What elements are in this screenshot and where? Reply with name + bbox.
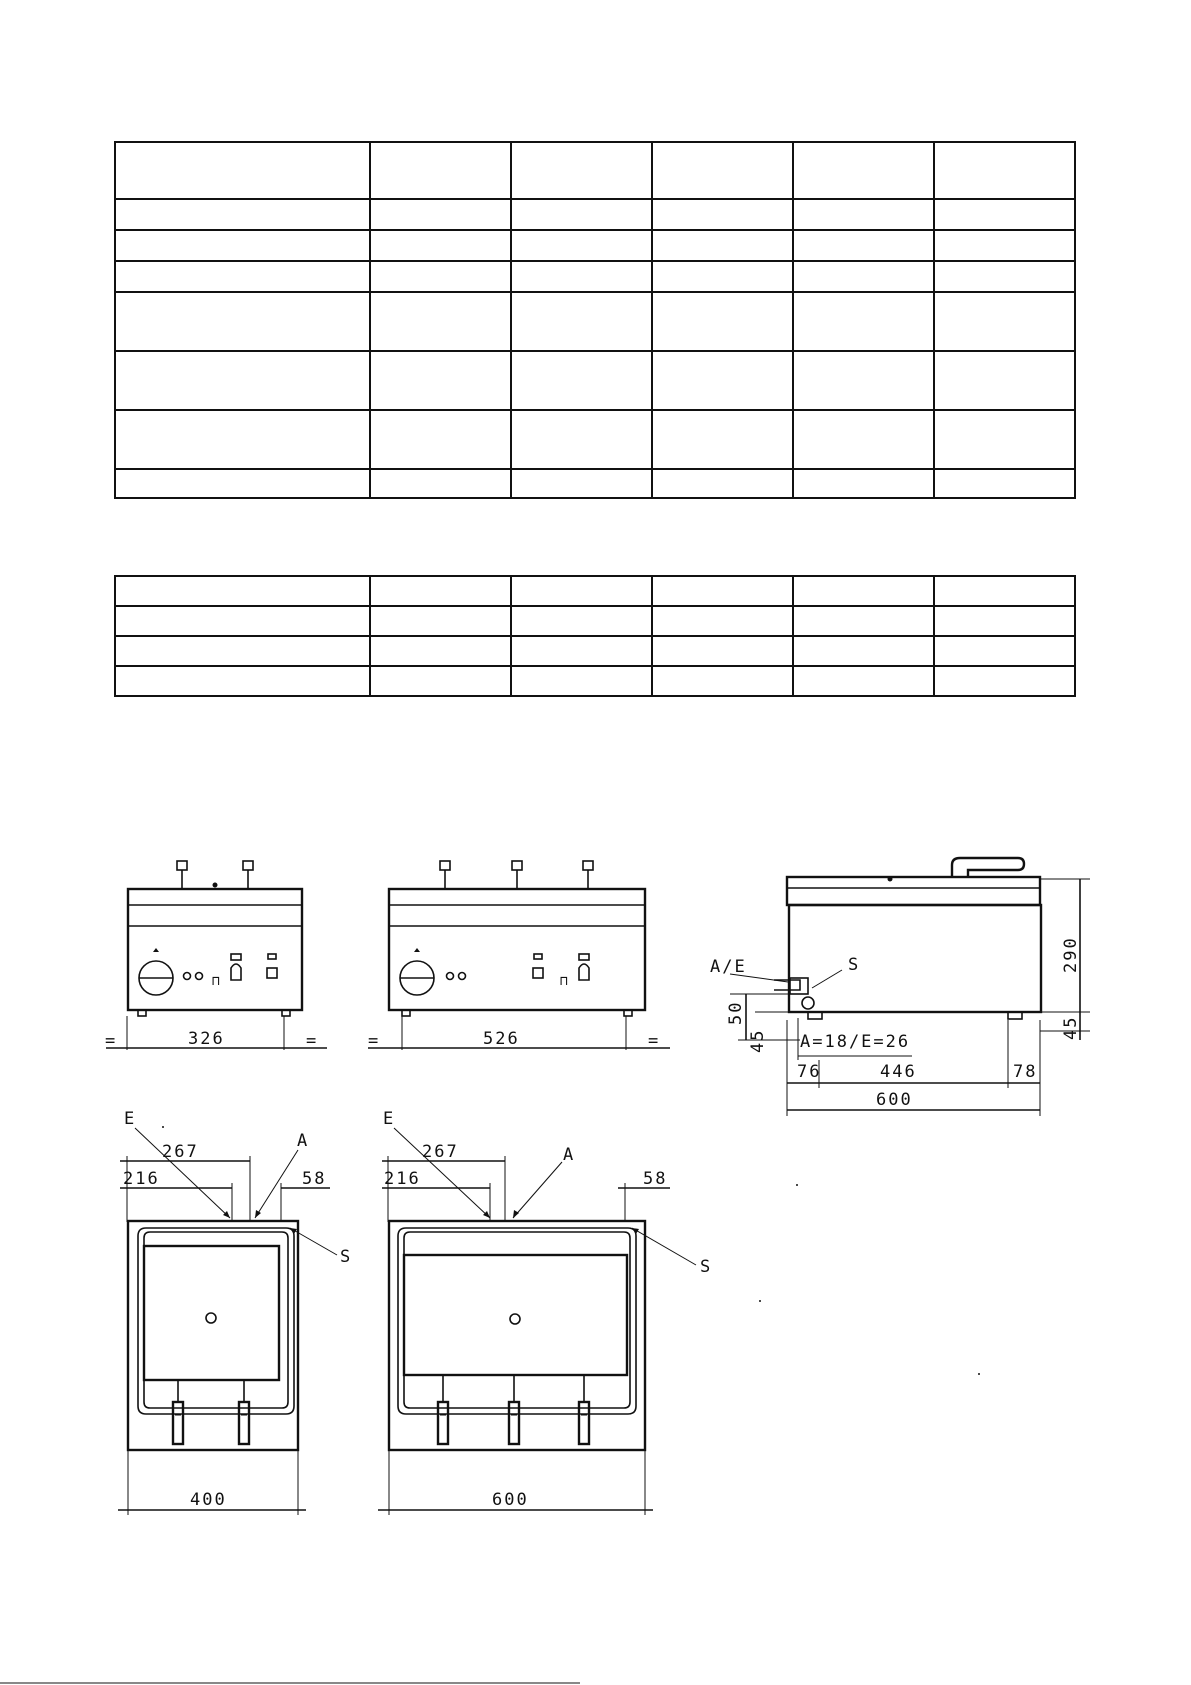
table-cell — [370, 142, 511, 199]
top-connector-left — [177, 861, 187, 889]
table-cell — [793, 292, 934, 351]
table-row — [115, 636, 1075, 666]
table-cell — [934, 292, 1075, 351]
table-cell — [370, 292, 511, 351]
table-cell — [793, 230, 934, 261]
table-cell — [115, 469, 370, 498]
table-cell — [934, 199, 1075, 230]
label-e: E — [124, 1109, 137, 1129]
table-cell — [652, 576, 793, 606]
label-s: S — [848, 955, 861, 975]
dim-58: 58 — [302, 1169, 327, 1189]
top-large-width-dim: 600 — [492, 1490, 529, 1510]
table-cell — [370, 606, 511, 636]
svg-text:⊓: ⊓ — [560, 974, 570, 989]
label-a: A — [563, 1145, 576, 1165]
table-cell — [652, 410, 793, 469]
table-cell — [511, 410, 652, 469]
dim-58: 58 — [643, 1169, 668, 1189]
table-cell — [370, 666, 511, 696]
front-large-width-dim: 526 — [483, 1029, 520, 1049]
top-view-large — [378, 1109, 712, 1515]
table-cell — [793, 469, 934, 498]
table-cell — [511, 666, 652, 696]
side-view — [710, 858, 1090, 1116]
table-row — [115, 469, 1075, 498]
basket-handle-middle — [509, 1375, 519, 1444]
label-s: S — [700, 1257, 713, 1277]
table-cell — [115, 636, 370, 666]
thermostat-icon — [533, 954, 543, 978]
dim-216: 216 — [123, 1169, 160, 1189]
edge-mark-left: = — [368, 1031, 381, 1051]
table-cell — [511, 351, 652, 410]
front-view-small — [105, 861, 327, 1051]
table-cell — [793, 606, 934, 636]
basket-handle-right — [239, 1380, 249, 1444]
label-e: E — [383, 1109, 396, 1129]
table-cell — [934, 469, 1075, 498]
table-cell — [793, 351, 934, 410]
front-view-large — [368, 861, 670, 1051]
table-cell — [934, 666, 1075, 696]
thermostat-icon — [267, 954, 277, 978]
table-cell — [511, 230, 652, 261]
table-cell — [934, 410, 1075, 469]
top-connector-right — [243, 861, 253, 889]
table-cell — [934, 261, 1075, 292]
table-cell — [115, 292, 370, 351]
table-cell — [115, 606, 370, 636]
svg-text:⊓: ⊓ — [212, 974, 222, 989]
table-cell — [370, 230, 511, 261]
height-dim: 290 — [1061, 936, 1081, 973]
outlet-height-note: A=18/E=26 — [800, 1032, 911, 1052]
top-view-small — [118, 1109, 352, 1515]
table-cell — [511, 199, 652, 230]
table-cell — [793, 636, 934, 666]
seg-front-dim: 76 — [797, 1062, 822, 1082]
basket-handle-right — [579, 1375, 589, 1444]
table-cell — [511, 261, 652, 292]
table-cell — [652, 199, 793, 230]
table-row — [115, 292, 1075, 351]
table-cell — [115, 351, 370, 410]
dimension-table — [114, 575, 1076, 697]
seg-rear-dim: 78 — [1013, 1062, 1038, 1082]
table-cell — [511, 606, 652, 636]
table-cell — [370, 636, 511, 666]
indicator-lamp-icon — [579, 954, 589, 980]
table-cell — [652, 606, 793, 636]
label-a-e: A/E — [710, 957, 747, 977]
label-a: A — [297, 1131, 310, 1151]
table-cell — [115, 410, 370, 469]
table-cell — [652, 261, 793, 292]
table-cell — [115, 230, 370, 261]
table-row — [115, 351, 1075, 410]
side-total-dim: 600 — [876, 1090, 913, 1110]
top-connector-left — [440, 861, 450, 889]
table-cell — [793, 666, 934, 696]
table-cell — [115, 666, 370, 696]
left-foot-dim: 45 — [748, 1028, 768, 1053]
table-cell — [511, 469, 652, 498]
control-knob-icon — [139, 948, 173, 995]
table-cell — [652, 230, 793, 261]
table-cell — [793, 199, 934, 230]
table-cell — [370, 261, 511, 292]
table-cell — [115, 576, 370, 606]
table-cell — [511, 292, 652, 351]
table-cell — [652, 292, 793, 351]
spec-table — [114, 141, 1076, 499]
left-outlet-dim: 50 — [726, 1000, 746, 1025]
table-row — [115, 230, 1075, 261]
table-cell — [370, 199, 511, 230]
basket-handle-left — [173, 1380, 183, 1444]
table-cell — [370, 351, 511, 410]
table-row — [115, 606, 1075, 636]
table-cell — [793, 142, 934, 199]
table-cell — [652, 666, 793, 696]
label-s: S — [340, 1247, 353, 1267]
right-foot-dim: 45 — [1061, 1015, 1081, 1040]
table-row — [115, 142, 1075, 199]
table-cell — [652, 142, 793, 199]
table-cell — [652, 469, 793, 498]
table-cell — [934, 636, 1075, 666]
table-row — [115, 199, 1075, 230]
table-cell — [934, 606, 1075, 636]
table-cell — [370, 410, 511, 469]
table-row — [115, 576, 1075, 606]
indicator-lamp-icon — [231, 954, 241, 980]
table-row — [115, 410, 1075, 469]
table-cell — [370, 576, 511, 606]
table-row — [115, 666, 1075, 696]
table-cell — [934, 576, 1075, 606]
table-cell — [652, 636, 793, 666]
table-cell — [793, 576, 934, 606]
table-cell — [793, 261, 934, 292]
table-cell — [652, 351, 793, 410]
seg-middle-dim: 446 — [880, 1062, 917, 1082]
table-cell — [934, 351, 1075, 410]
table-cell — [511, 576, 652, 606]
table-cell — [934, 230, 1075, 261]
table-cell — [370, 469, 511, 498]
basket-handle-left — [438, 1375, 448, 1444]
dim-216: 216 — [384, 1169, 421, 1189]
table-row — [115, 261, 1075, 292]
control-knob-icon — [400, 948, 434, 995]
edge-mark-left: = — [105, 1031, 118, 1051]
top-connector-middle — [512, 861, 522, 889]
table-cell — [934, 142, 1075, 199]
table-cell — [511, 636, 652, 666]
top-connector-right — [583, 861, 593, 889]
table-cell — [793, 410, 934, 469]
front-small-width-dim: 326 — [188, 1029, 225, 1049]
dim-267: 267 — [422, 1142, 459, 1162]
top-small-width-dim: 400 — [190, 1490, 227, 1510]
table-cell — [115, 142, 370, 199]
dim-267: 267 — [162, 1142, 199, 1162]
table-cell — [115, 199, 370, 230]
edge-mark-right: = — [648, 1031, 661, 1051]
table-cell — [115, 261, 370, 292]
edge-mark-right: = — [306, 1031, 319, 1051]
table-cell — [511, 142, 652, 199]
